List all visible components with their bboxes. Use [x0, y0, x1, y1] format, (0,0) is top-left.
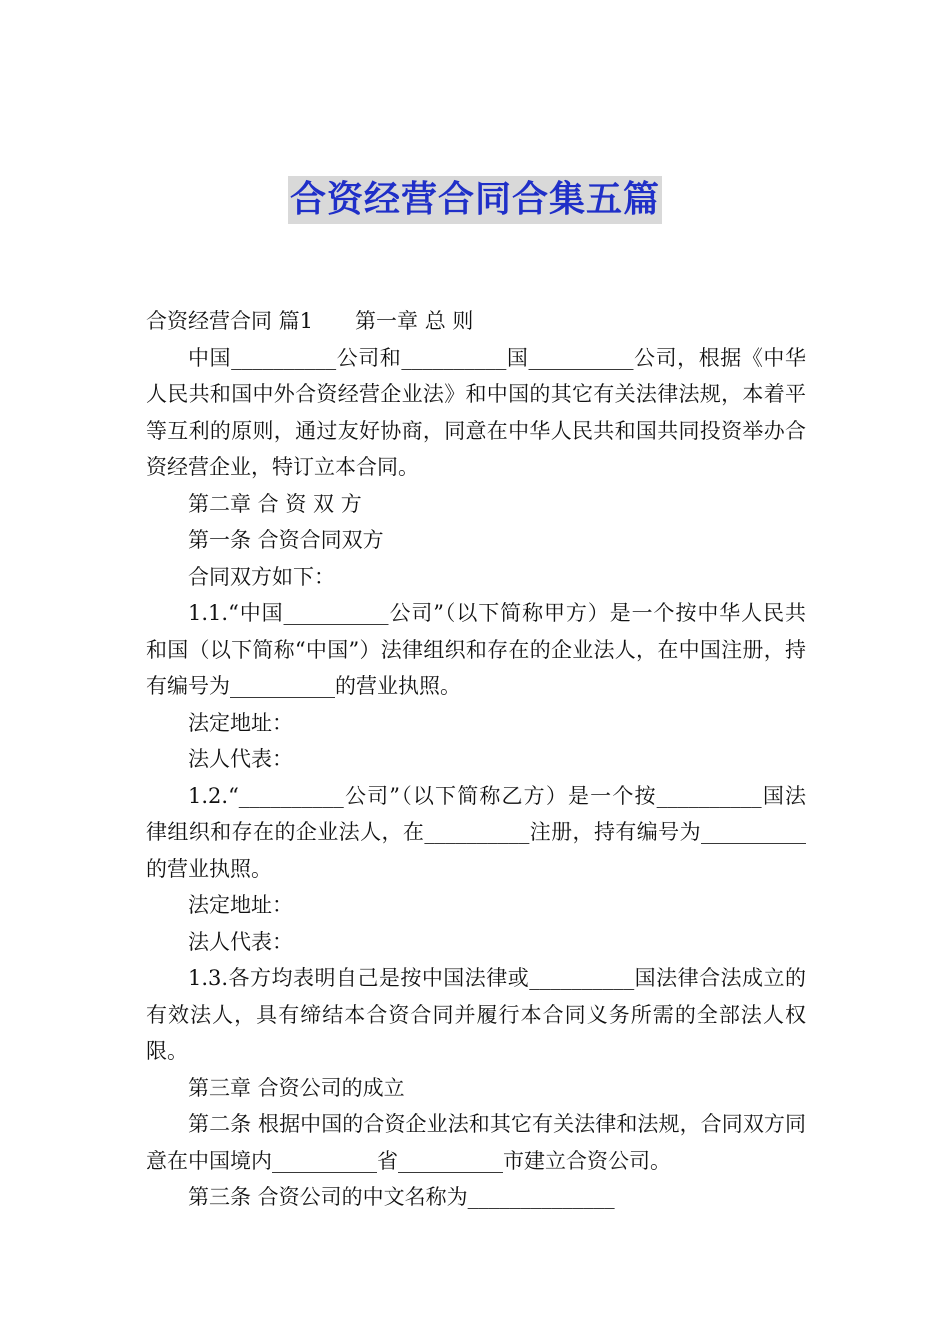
chapter-heading: 第三章 合资公司的成立 — [188, 1075, 405, 1100]
title-container — [0, 176, 950, 224]
field-label: 法定地址： — [188, 893, 293, 917]
field-label: 法人代表： — [188, 747, 293, 771]
article-heading: 第一条 合资合同双方 — [188, 528, 384, 552]
paragraph: 合同双方如下： — [188, 564, 335, 589]
article-paragraph: 第三条 合资公司的中文名称为______________ — [188, 1185, 615, 1209]
document-title: 合资经营合同合集五篇 — [288, 176, 662, 224]
paragraph: 中国__________公司和__________国__________公司，根据《中华人民共和国中外合资经营企业法》和中国的其它有关法律法规，本着平等互利的原则，通过友好协商，同意在中华人民共和国共同投资举办合资经营企业，特订立本合同。 — [146, 345, 806, 479]
chapter-heading: 第二章 合 资 双 方 — [188, 491, 362, 516]
document-body — [146, 303, 806, 1216]
clause-paragraph: 1.1.“中国__________公司”（以下简称甲方）是一个按中华人民共和国（以下简称“中国”）法律组织和存在的企业法人，在中国注册，持有编号为__________的营业执照。 — [146, 601, 806, 698]
paragraph: 合资经营合同 篇1 第一章 总 则 — [146, 309, 474, 333]
article-paragraph: 第二条 根据中国的合资企业法和其它有关法律和法规，合同双方同意在中国境内__________省__________市建立合资公司。 — [146, 1112, 806, 1173]
clause-paragraph: 1.3.各方均表明自己是按中国法律或__________国法律合法成立的有效法人，具有缔结本合资合同并履行本合同义务所需的全部法人权限。 — [146, 966, 806, 1063]
field-label: 法定地址： — [188, 710, 293, 735]
field-label: 法人代表： — [188, 929, 293, 954]
clause-paragraph: 1.2.“__________公司”（以下简称乙方）是一个按__________国法律组织和存在的企业法人，在__________注册，持有编号为__________的营业执照。 — [146, 783, 806, 881]
